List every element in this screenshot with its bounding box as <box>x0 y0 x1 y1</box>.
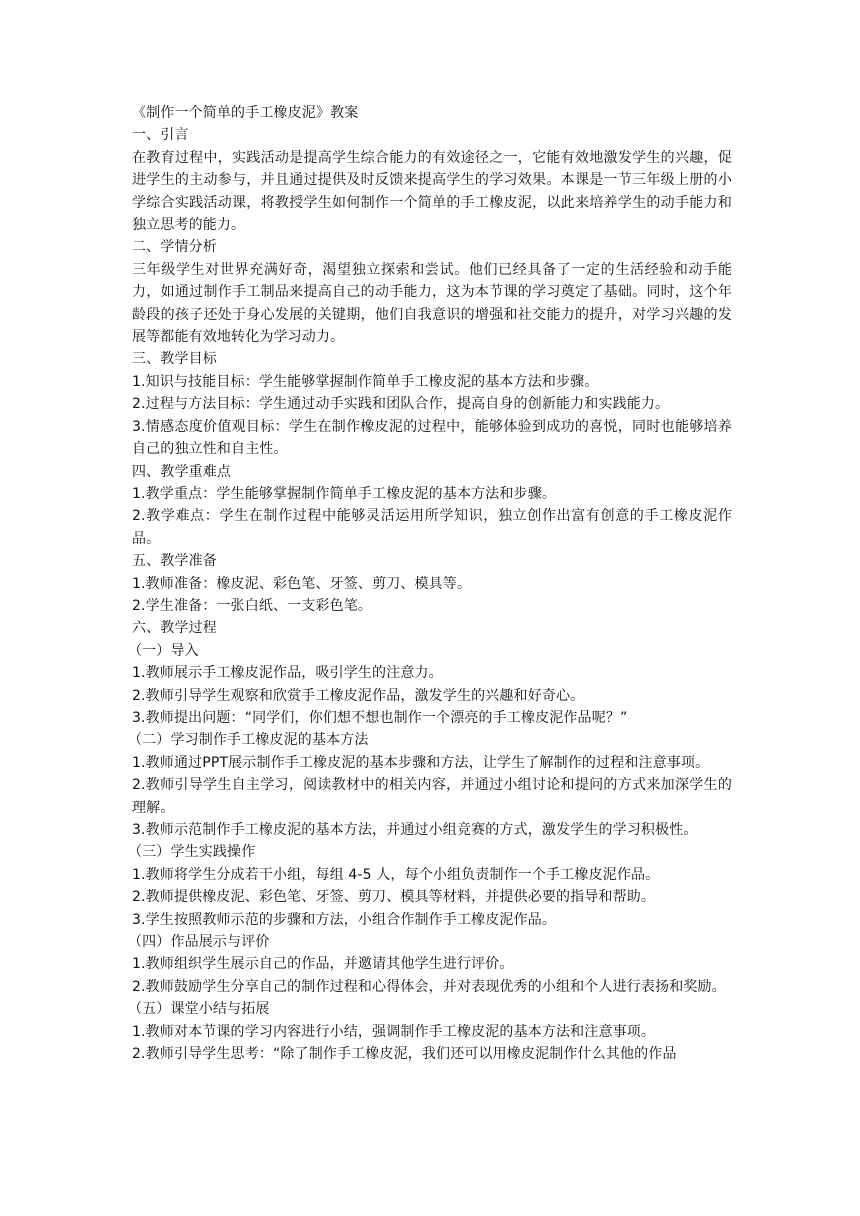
section-heading-learner-analysis: 二、学情分析 <box>132 239 217 256</box>
process-item: 2.教师鼓励学生分享自己的制作过程和心得体会，并对表现优秀的小组和个人进行表扬和奖励。 <box>132 978 726 995</box>
key-point-item: 1.教学重点：学生能够掌握制作简单手工橡皮泥的基本方法和步骤。 <box>132 485 557 502</box>
subsection-heading-practice: （三）学生实践操作 <box>128 844 256 861</box>
section-heading-teaching-process: 六、教学过程 <box>132 620 217 637</box>
subsection-heading-summary: （五）课堂小结与拓展 <box>128 1001 270 1018</box>
subsection-heading-methods: （二）学习制作手工橡皮泥的基本方法 <box>128 732 369 749</box>
section-heading-introduction: 一、引言 <box>132 127 189 144</box>
process-item: 2.教师提供橡皮泥、彩色笔、牙签、剪刀、模具等材料，并提供必要的指导和帮助。 <box>132 889 656 906</box>
objective-item: 3.情感态度价值观目标：学生在制作橡皮泥的过程中，能够体验到成功的喜悦，同时也能够培养自己的独立性和自主性。 <box>132 418 732 458</box>
process-item: 1.教师对本节课的学习内容进行小结，强调制作手工橡皮泥的基本方法和注意事项。 <box>132 1023 656 1040</box>
process-item: 3.教师示范制作手工橡皮泥的基本方法，并通过小组竞赛的方式，激发学生的学习积极性。 <box>132 822 698 838</box>
process-item: 1.教师展示手工橡皮泥作品，吸引学生的注意力。 <box>132 665 443 682</box>
process-item: 1.教师组织学生展示自己的作品，并邀请其他学生进行评价。 <box>132 956 514 973</box>
preparation-item: 2.学生准备：一张白纸、一支彩色笔。 <box>132 597 373 614</box>
preparation-item: 1.教师准备：橡皮泥、彩色笔、牙签、剪刀、模具等。 <box>132 575 472 592</box>
process-item: 1.教师通过PPT展示制作手工橡皮泥的基本步骤和方法，让学生了解制作的过程和注意事项。 <box>132 754 710 771</box>
document-page <box>128 102 732 1065</box>
process-item: 3.学生按照教师示范的步骤和方法，小组合作制作手工橡皮泥作品。 <box>132 911 557 928</box>
section-heading-preparation: 五、教学准备 <box>132 553 217 570</box>
section-heading-objectives: 三、教学目标 <box>132 351 217 368</box>
objective-item: 2.过程与方法目标：学生通过动手实践和团队合作，提高自身的创新能力和实践能力。 <box>132 396 670 413</box>
objective-item: 1.知识与技能目标：学生能够掌握制作简单手工橡皮泥的基本方法和步骤。 <box>132 373 599 390</box>
document-title: 《制作一个简单的手工橡皮泥》教案 <box>132 105 359 121</box>
subsection-heading-intro: （一）导入 <box>128 642 199 659</box>
subsection-heading-showcase: （四）作品展示与评价 <box>128 934 270 951</box>
key-point-item: 2.教学难点：学生在制作过程中能够灵活运用所学知识，独立创作出富有创意的手工橡皮泥作品。 <box>132 508 732 547</box>
process-item: 2.教师引导学生观察和欣赏手工橡皮泥作品，激发学生的兴趣和好奇心。 <box>132 687 585 704</box>
process-item: 3.教师提出问题：“同学们，你们想不想也制作一个漂亮的手工橡皮泥作品呢？” <box>132 709 628 726</box>
introduction-paragraph: 在教育过程中，实践活动是提高学生综合能力的有效途径之一，它能有效地激发学生的兴趣，促进学生的主动参与，并且通过提供及时反馈来提高学生的学习效果。本课是一节三年级上册的小学综合实践活动课，将教授学生如何制作一个简单的手工橡皮泥，以此来培养学生的动手能力和独立思考的能力。 <box>132 149 732 234</box>
learner-analysis-paragraph: 三年级学生对世界充满好奇，渴望独立探索和尝试。他们已经具备了一定的生活经验和动手能力，如通过制作手工制品来提高自己的动手能力，这为本节课的学习奠定了基础。同时，这个年龄段的孩子还处于身心发展的关键期，他们自我意识的增强和社交能力的提升，对学习兴趣的发展等都能有效地转化为学习动力。 <box>132 261 732 346</box>
process-item: 1.教师将学生分成若干小组，每组 4-5 人，每个小组负责制作一个手工橡皮泥作品。 <box>132 866 660 883</box>
process-item: 2.教师引导学生自主学习，阅读教材中的相关内容，并通过小组讨论和提问的方式来加深学生的理解。 <box>132 777 732 816</box>
section-heading-key-points: 四、教学重难点 <box>132 463 232 480</box>
process-item: 2.教师引导学生思考：“除了制作手工橡皮泥，我们还可以用橡皮泥制作什么其他的作品 <box>132 1046 677 1063</box>
